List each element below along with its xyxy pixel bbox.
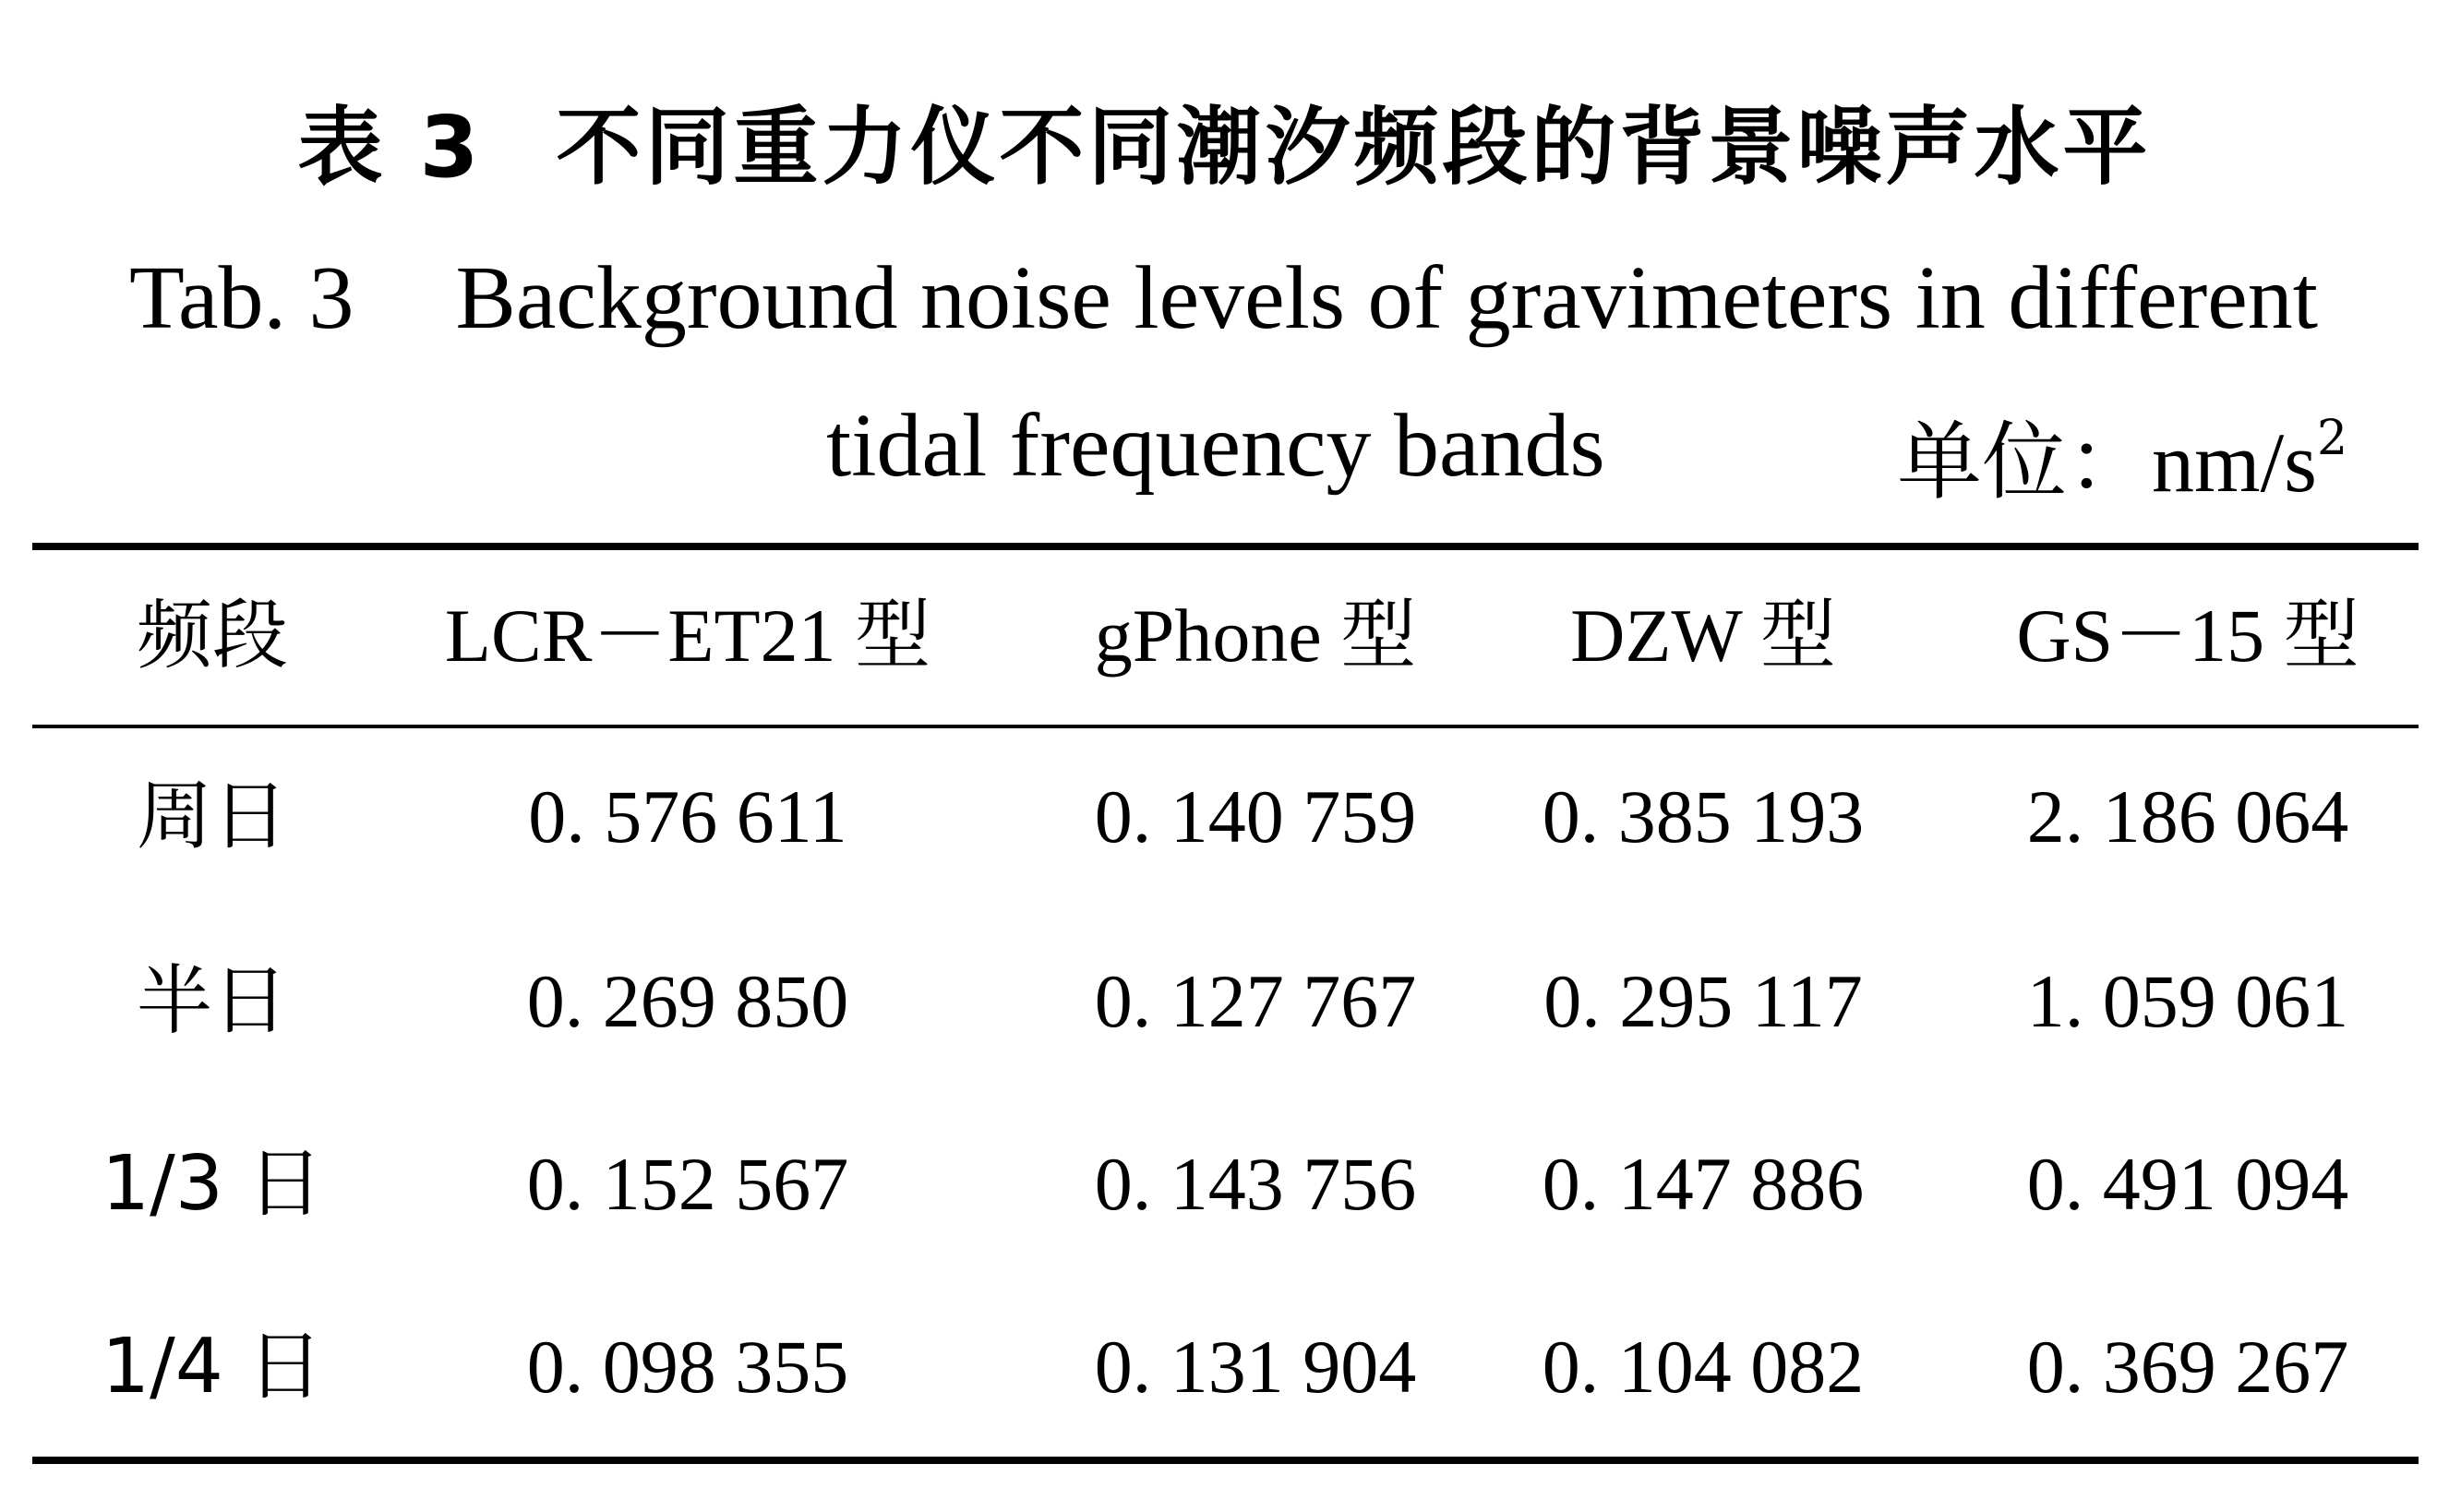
table-row	[0, 1134, 2449, 1235]
table-cell: 0. 152 567	[526, 1142, 849, 1226]
table-cell: 0. 104 082	[1542, 1325, 1865, 1409]
row-label: 半日	[136, 957, 288, 1045]
table-cell: 0. 491 094	[2026, 1142, 2349, 1226]
table-cell: 0. 385 193	[1542, 774, 1865, 858]
table-cell: 0. 147 886	[1542, 1142, 1865, 1226]
table-row	[0, 951, 2449, 1052]
table-cell: 0. 369 267	[2026, 1325, 2349, 1409]
table-title-chinese: 不同重力仪不同潮汐频段的背景噪声水平	[556, 98, 2152, 197]
header-cell-band: 频段	[136, 592, 288, 679]
unit-note	[1897, 388, 2347, 513]
table-cell: 0. 143 756	[1094, 1142, 1417, 1226]
table-caption-english-line1	[129, 247, 2318, 349]
table-row	[0, 1316, 2449, 1418]
table-cell: 0. 576 611	[528, 774, 847, 858]
table-caption-chinese	[0, 97, 2449, 198]
table-row	[0, 766, 2449, 868]
table-cell: 0. 295 117	[1543, 959, 1863, 1043]
table-cell: 0. 098 355	[526, 1325, 849, 1409]
table-cell: 1. 059 061	[2026, 959, 2349, 1043]
unit-value: nm/s	[2152, 415, 2317, 510]
table-cell: 2. 186 064	[2026, 774, 2349, 858]
header-cell-lcr-et21: LCR－ET21 型	[444, 594, 931, 678]
row-label: 1/4 日	[101, 1323, 324, 1410]
header-cell-gphone: gPhone 型	[1094, 594, 1417, 678]
header-cell-dzw: DZW 型	[1570, 594, 1836, 678]
row-label: 周日	[136, 773, 288, 860]
unit-label: 单位：	[1897, 413, 2153, 511]
table-header-row	[0, 585, 2449, 687]
table-cell: 0. 131 904	[1094, 1325, 1417, 1409]
table-cell: 0. 127 767	[1094, 959, 1417, 1043]
row-label: 1/3 日	[101, 1140, 324, 1228]
table-title-english-line1: Background noise levels of gravimeters in different	[455, 248, 2319, 348]
table-cell: 0. 140 759	[1094, 774, 1417, 858]
table-label-english: Tab. 3	[129, 248, 354, 348]
unit-exponent: 2	[2316, 411, 2348, 466]
header-rule	[32, 725, 2419, 728]
top-rule	[32, 543, 2419, 550]
table-cell: 0. 269 850	[526, 959, 849, 1043]
table-title-english-line2: tidal frequency bands	[826, 396, 1605, 496]
bottom-rule	[32, 1457, 2419, 1464]
header-cell-gs15: GS－15 型	[2016, 594, 2359, 678]
table-label-chinese: 表 3	[297, 98, 483, 197]
